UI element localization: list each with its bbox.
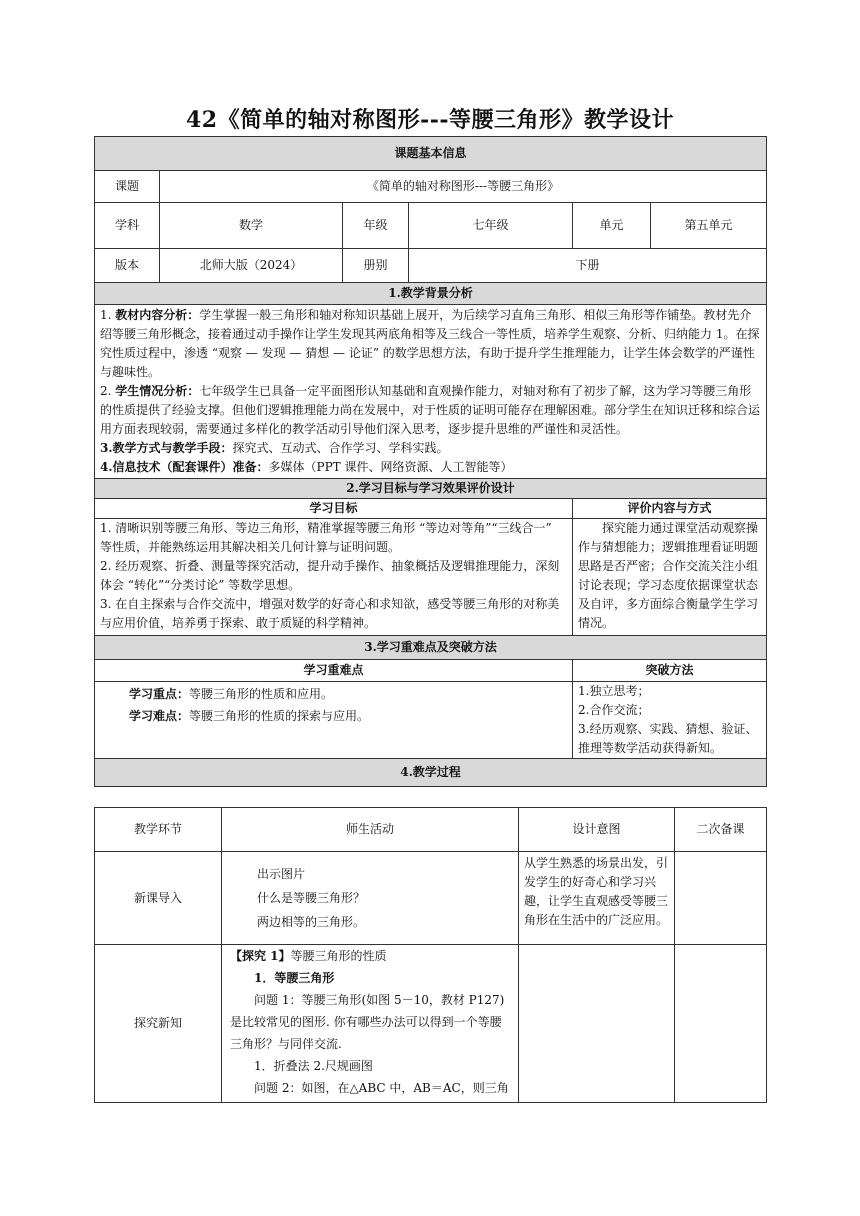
volume-label: 册别 [343,249,409,283]
activity-intro-3: 两边相等的三角形。 [257,915,366,929]
intent-intro [519,852,675,945]
unit-value: 第五单元 [651,203,767,249]
it-preparation: 4.信息技术（配套课件）准备：多媒体（PPT 课件、网络资源、人工智能等） [100,460,513,474]
eval-cell [573,519,767,636]
teaching-methods: 3.教学方式与教学手段：探究式、互动式、合作学习、学科实践。 [100,441,449,455]
revision-explore [675,945,767,1103]
subject-label: 学科 [95,203,160,249]
activity-intro [222,852,519,945]
subject-value: 数学 [160,203,343,249]
teaching-material-analysis: 1. 教材内容分析：学生掌握一般三角形和轴对称知识基础上展开，为后续学习直角三角形、相似三角形等作铺垫。教材先介绍等腰三角形概念，接着通过动手操作让学生发现其两底角相等及三线合一等性质，培养学生观察、分析、归纳能力 1。在探究性质过程中，渗透 “观察 — 发现 — 猜想 — 论证” 的数学思想方法，有助于提升学生推理能力，让学生体会数学的严谨性与趣味性。 [100,308,760,379]
activity-intro-1: 出示图片 [257,867,306,881]
process-col-intent: 设计意图 [519,808,675,852]
topic-label: 课题 [95,171,160,203]
volume-value: 下册 [409,249,767,283]
key-point: 学习重点：等腰三角形的性质和应用。 [129,687,334,701]
stage-explore: 探究新知 [95,945,222,1103]
grade-label: 年级 [343,203,409,249]
goals-cell [95,519,573,636]
activity-explore [222,945,519,1103]
section1-body [95,305,767,479]
page-title: 42《简单的轴对称图形---等腰三角形》教学设计 [185,107,674,133]
process-col-stage: 教学环节 [95,808,222,852]
goal-2: 2. 经历观察、折叠、测量等探究活动，提升动手操作、抽象概括及逻辑推理能力，深刻体会 “转化”“分类讨论” 等数学思想。 [100,559,560,592]
eval-text: 探究能力通过课堂活动观察操作与猜想能力；逻辑推理看证明题思路是否严密；合作交流关注小组讨论表现；学习态度依据课堂状态及自评，多方面综合衡量学生学习情况。 [578,521,759,630]
topic-value: 《简单的轴对称图形---等腰三角形》 [160,171,767,203]
intent-explore [519,945,675,1103]
student-analysis: 2. 学生情况分析：七年级学生已具备一定平面图形认知基础和直观操作能力，对轴对称有了初步了解，这为学习等腰三角形的性质提供了经验支撑。但他们逻辑推理能力尚在发展中，对于性质的证明可能存在理解困难。部分学生在知识迁移和综合运用方面表现较弱，需要通过多样化的教学活动引导他们深入思考，逐步提升思维的严谨性和灵活性。 [100,384,761,436]
keypoints-cell [95,682,573,759]
section4-header: 4.教学过程 [95,759,767,787]
methods-cell [573,682,767,759]
grade-value: 七年级 [409,203,573,249]
edition-value: 北师大版（2024） [160,249,343,283]
section1-header: 1.教学背景分析 [95,283,767,305]
method-3: 3.经历观察、实践、猜想、验证、推理等数学活动获得新知。 [578,722,758,755]
explore-methods: 1．折叠法 2.尺规画图 [254,1059,373,1073]
intent-intro-text: 从学生熟悉的场景出发，引发学生的好奇心和学习兴趣，让学生直观感受等腰三角形在生活中的广泛应用。 [524,856,669,927]
lesson-plan-table [94,136,767,787]
section3-header: 3.学习重难点及突破方法 [95,636,767,660]
process-col-activity: 师生活动 [222,808,519,852]
unit-label: 单元 [573,203,651,249]
method-2: 2.合作交流； [578,703,650,717]
section2-header: 2.学习目标与学习效果评价设计 [95,479,767,499]
process-table [94,807,767,1103]
methods-col-header: 突破方法 [573,660,767,682]
explore-subtitle: 1．等腰三角形 [254,971,335,985]
revision-intro [675,852,767,945]
explore-question-1: 问题 1：等腰三角形(如图 5－10，教材 P127)是比较常见的图形. 你有哪些办法可以得到一个等腰三角形？与同伴交流. [230,993,505,1051]
basic-info-header: 课题基本信息 [95,137,767,171]
explore-question-2: 问题 2：如图，在△ABC 中，AB＝AC，则三角 [254,1081,509,1095]
activity-intro-2: 什么是等腰三角形？ [257,891,366,905]
method-1: 1.独立思考； [578,684,650,698]
difficult-point: 学习难点：等腰三角形的性质的探索与应用。 [129,709,370,723]
keypoints-col-header: 学习重难点 [95,660,573,682]
edition-label: 版本 [95,249,160,283]
goal-3: 3. 在自主探索与合作交流中，增强对数学的好奇心和求知欲，感受等腰三角形的对称美与应用价值，培养勇于探索、敢于质疑的科学精神。 [100,597,560,630]
stage-intro: 新课导入 [95,852,222,945]
process-col-revision: 二次备课 [675,808,767,852]
eval-col-header: 评价内容与方式 [573,499,767,519]
goal-1: 1. 清晰识别等腰三角形、等边三角形，精准掌握等腰三角形 “等边对等角”“三线合一” 等性质，并能熟练运用其解决相关几何计算与证明问题。 [100,521,552,554]
explore-title: 【探究 1】等腰三角形的性质 [230,949,387,963]
goals-col-header: 学习目标 [95,499,573,519]
